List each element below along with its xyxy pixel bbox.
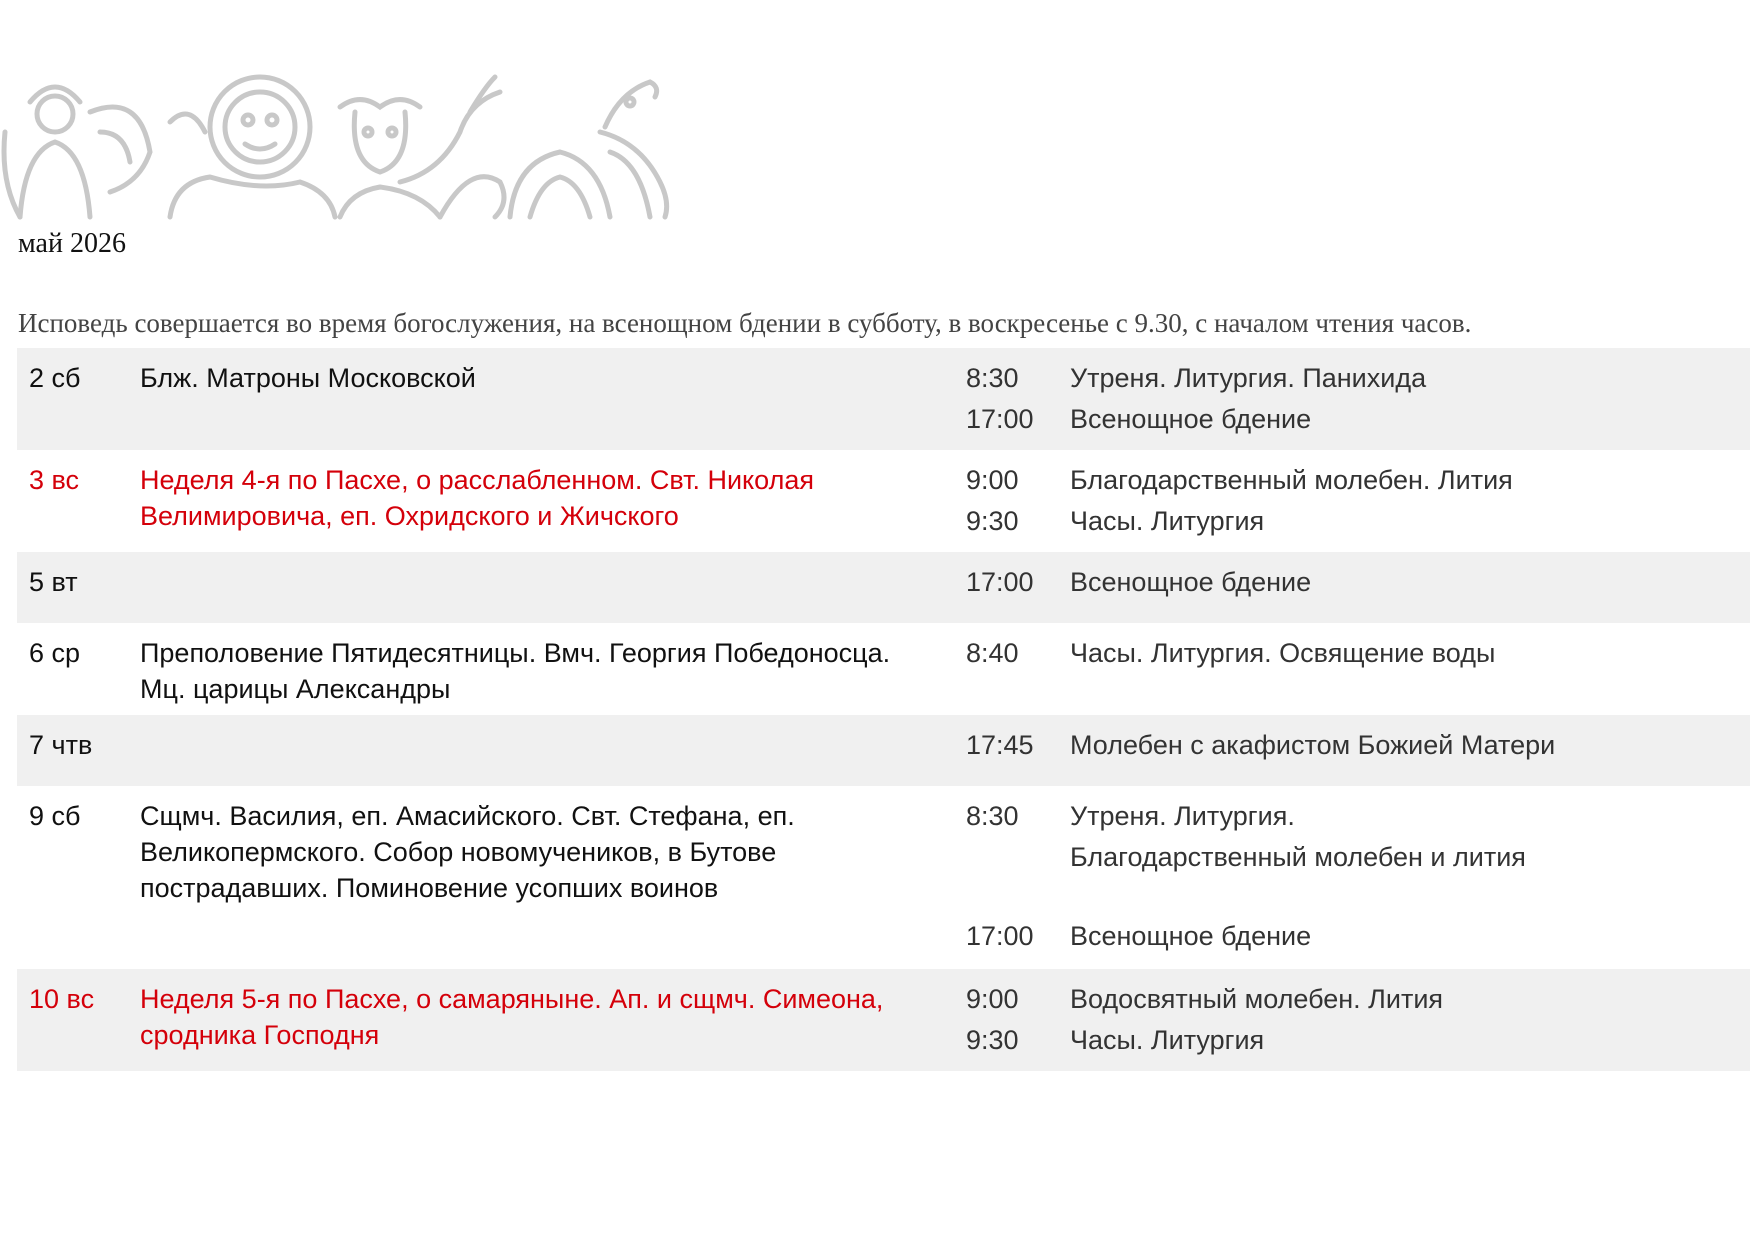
- service-time: 9:30: [966, 1025, 1019, 1055]
- service-item: [966, 981, 1746, 1022]
- day-title: Неделя 5-я по Пасхе, о самаряныне. Ап. и сщмч. Симеона, сродника Господня: [140, 984, 884, 1050]
- service-name: Часы. Литургия. Освящение воды: [1070, 638, 1496, 668]
- day-title: Неделя 4-я по Пасхе, о расслабленном. Свт. Николая Велимировича, еп. Охридского и Жичского: [140, 465, 814, 531]
- service-item: [966, 839, 1746, 880]
- service-time: 9:00: [966, 984, 1019, 1014]
- service-time: 8:40: [966, 638, 1019, 668]
- schedule-row: [17, 786, 1750, 969]
- service-name: Часы. Литургия: [1070, 1025, 1265, 1055]
- services-list: [966, 635, 1746, 676]
- service-name: Молебен с акафистом Божией Матери: [1070, 730, 1556, 760]
- service-time: 17:45: [966, 730, 1034, 760]
- schedule-row: [17, 348, 1750, 450]
- day-label: 9 сб: [29, 801, 81, 831]
- service-item: [966, 462, 1746, 503]
- schedule-row: [17, 552, 1750, 623]
- day-label: 6 ср: [29, 638, 81, 668]
- day-label: 3 вс: [29, 465, 80, 495]
- schedule-row: [17, 715, 1750, 786]
- service-name: Благодарственный молебен. Лития: [1070, 465, 1513, 495]
- day-title: Преполовение Пятидесятницы. Вмч. Георгия Победоносца. Мц. царицы Александры: [140, 638, 891, 704]
- service-time: 17:00: [966, 567, 1034, 597]
- ornament-frieze-image: [0, 72, 680, 220]
- service-name: Утреня. Литургия. Панихида: [1070, 363, 1427, 393]
- service-item: [966, 798, 1746, 839]
- confession-note: Исповедь совершается во время богослужения, на всенощном бдении в субботу, в воскресенье с 9.30, с началом чтения часов.: [18, 308, 1472, 338]
- service-name: Часы. Литургия: [1070, 506, 1265, 536]
- service-name: Всенощное бдение: [1070, 404, 1312, 434]
- day-label: 10 вс: [29, 984, 95, 1014]
- service-name: Водосвятный молебен. Лития: [1070, 984, 1444, 1014]
- service-item: [966, 727, 1746, 768]
- service-time: 17:00: [966, 921, 1034, 951]
- day-title: Сщмч. Василия, еп. Амасийского. Свт. Стефана, еп. Великопермского. Собор новомучеников, в Бутове пострадавших. Поминовение усопших воинов: [140, 801, 795, 903]
- services-list: [966, 462, 1746, 544]
- month-title: май 2026: [18, 228, 126, 259]
- service-time: 17:00: [966, 404, 1034, 434]
- day-label: 2 сб: [29, 363, 81, 393]
- service-item: [966, 1022, 1746, 1063]
- services-list: [966, 564, 1746, 605]
- service-name: Утреня. Литургия.: [1070, 801, 1295, 831]
- service-name: Всенощное бдение: [1070, 567, 1312, 597]
- service-time: 8:30: [966, 801, 1019, 831]
- service-item: [966, 635, 1746, 676]
- service-time: 9:00: [966, 465, 1019, 495]
- service-item: [966, 564, 1746, 605]
- service-item: [966, 401, 1746, 442]
- service-item: [966, 503, 1746, 544]
- day-label: 7 чтв: [29, 730, 93, 760]
- lion-ornament-icon: [170, 77, 335, 217]
- schedule-row: [17, 969, 1750, 1071]
- schedule-row: [17, 450, 1750, 552]
- angel-ornament-icon: [4, 87, 150, 217]
- schedule-table: [17, 348, 1750, 1071]
- service-time: 9:30: [966, 506, 1019, 536]
- day-label: 5 вт: [29, 567, 78, 597]
- services-list: [966, 981, 1746, 1063]
- services-list: [966, 727, 1746, 768]
- service-item: [966, 918, 1746, 959]
- services-list: [966, 360, 1746, 442]
- service-item: [966, 360, 1746, 401]
- service-name: Всенощное бдение: [1070, 921, 1312, 951]
- service-name: Благодарственный молебен и лития: [1070, 842, 1526, 872]
- ox-ornament-icon: [340, 77, 504, 217]
- day-title: Блж. Матроны Московской: [140, 363, 476, 393]
- services-list: [966, 798, 1746, 959]
- eagle-ornament-icon: [510, 82, 667, 217]
- schedule-row: [17, 623, 1750, 715]
- service-time: 8:30: [966, 363, 1019, 393]
